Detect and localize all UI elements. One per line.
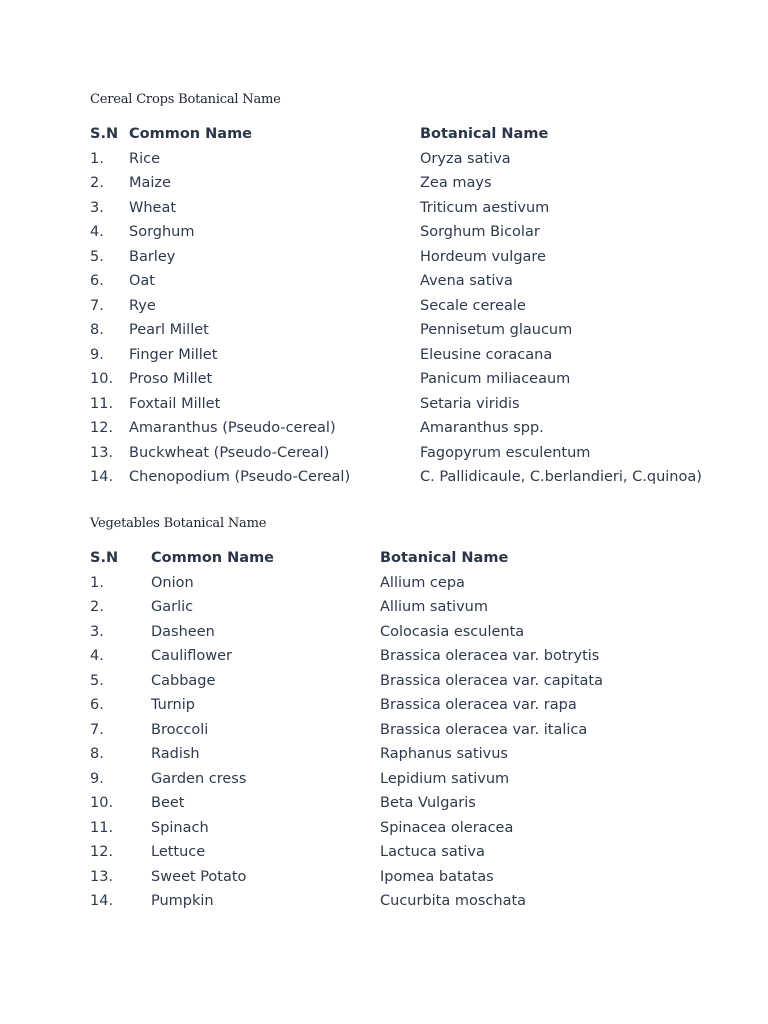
row-common-name: Maize [129,175,171,191]
row-sn: 5. [90,248,104,265]
row-common-name: Dasheen [151,623,215,640]
row-botanical-name: Brassica oleracea var. capitata [380,672,604,689]
row-botanical-name: Amaranthus spp. [420,420,544,436]
row-botanical-name: Sorghum Bicolar [420,224,540,240]
row-common-name: Amaranthus (Pseudo-cereal) [129,420,336,436]
header-botanical-name: Botanical Name [420,126,549,142]
row-common-name: Pearl Millet [129,322,209,338]
row-botanical-name: Allium cepa [380,574,465,591]
row-common-name: Chenopodium (Pseudo-Cereal) [129,469,351,485]
row-botanical-name: Fagopyrum esculentum [420,444,591,461]
row-botanical-name: Oryza sativa [420,150,511,167]
row-botanical-name: Zea mays [420,175,492,191]
row-botanical-name: Secale cereale [420,297,526,314]
row-sn: 3. [90,199,104,216]
row-sn: 6. [90,697,104,713]
row-botanical-name: Lepidium sativum [380,770,510,787]
row-botanical-name: Allium sativum [380,599,488,615]
row-common-name: Sorghum [129,224,195,240]
row-botanical-name: Raphanus sativus [380,746,508,762]
row-sn: 14. [90,893,114,909]
row-common-name: Cauliflower [151,648,233,664]
row-common-name: Broccoli [151,721,209,738]
row-botanical-name: Brassica oleracea var. botrytis [380,648,600,664]
row-sn: 8. [90,746,104,762]
row-sn: 1. [90,150,104,167]
header-botanical-name: Botanical Name [380,550,509,566]
row-sn: 11. [90,819,114,836]
row-sn: 7. [90,721,104,738]
row-sn: 9. [90,770,104,787]
row-sn: 3. [90,623,104,640]
header-sn: S.N [90,126,119,142]
row-botanical-name: Cucurbita moschata [380,893,527,909]
row-sn: 4. [90,224,104,240]
header-common-name: Common Name [151,550,275,566]
header-common-name: Common Name [129,126,253,142]
row-common-name: Pumpkin [151,893,214,909]
row-sn: 13. [90,444,114,461]
vegetables-section-title: Vegetables Botanical Name [90,516,267,531]
row-common-name: Foxtail Millet [129,395,221,412]
row-sn: 10. [90,371,114,387]
row-common-name: Beet [151,795,185,811]
row-sn: 14. [90,469,114,485]
row-botanical-name: Ipomea batatas [380,868,494,885]
row-sn: 11. [90,395,114,412]
row-sn: 2. [90,175,104,191]
row-common-name: Radish [151,746,200,762]
row-sn: 5. [90,672,104,689]
row-sn: 2. [90,599,104,615]
row-common-name: Buckwheat (Pseudo-Cereal) [129,444,330,461]
row-common-name: Garlic [151,599,194,615]
row-sn: 6. [90,273,104,289]
row-common-name: Onion [151,574,194,591]
row-common-name: Oat [129,273,155,289]
row-sn: 12. [90,420,114,436]
row-botanical-name: Hordeum vulgare [420,248,546,265]
row-botanical-name: Avena sativa [420,273,513,289]
row-common-name: Sweet Potato [151,868,247,885]
row-common-name: Barley [129,248,176,265]
row-common-name: Garden cress [151,770,247,787]
row-sn: 10. [90,795,114,811]
row-common-name: Rye [129,297,156,314]
cereal-section-title: Cereal Crops Botanical Name [90,92,281,107]
row-botanical-name: Pennisetum glaucum [420,322,573,338]
row-sn: 9. [90,346,104,363]
row-botanical-name: Spinacea oleracea [380,819,514,836]
row-botanical-name: Beta Vulgaris [380,795,476,811]
row-sn: 13. [90,868,114,885]
row-botanical-name: C. Pallidicaule, C.berlandieri, C.quinoa) [420,469,702,485]
row-botanical-name: Setaria viridis [420,395,520,412]
row-sn: 7. [90,297,104,314]
row-common-name: Finger Millet [129,346,218,363]
row-botanical-name: Colocasia esculenta [380,623,525,640]
row-common-name: Lettuce [151,844,206,860]
row-botanical-name: Lactuca sativa [380,844,485,860]
row-sn: 1. [90,574,104,591]
row-sn: 4. [90,648,104,664]
row-sn: 8. [90,322,104,338]
row-botanical-name: Brassica oleracea var. italica [380,721,588,738]
row-botanical-name: Triticum aestivum [420,199,550,216]
row-common-name: Wheat [129,199,177,216]
row-common-name: Cabbage [151,672,216,689]
row-botanical-name: Panicum miliaceaum [420,371,571,387]
row-botanical-name: Brassica oleracea var. rapa [380,697,577,713]
row-common-name: Turnip [151,697,195,713]
row-common-name: Proso Millet [129,371,213,387]
header-sn: S.N [90,550,119,566]
row-common-name: Rice [129,150,160,167]
row-sn: 12. [90,844,114,860]
row-botanical-name: Eleusine coracana [420,346,553,363]
row-common-name: Spinach [151,819,209,836]
